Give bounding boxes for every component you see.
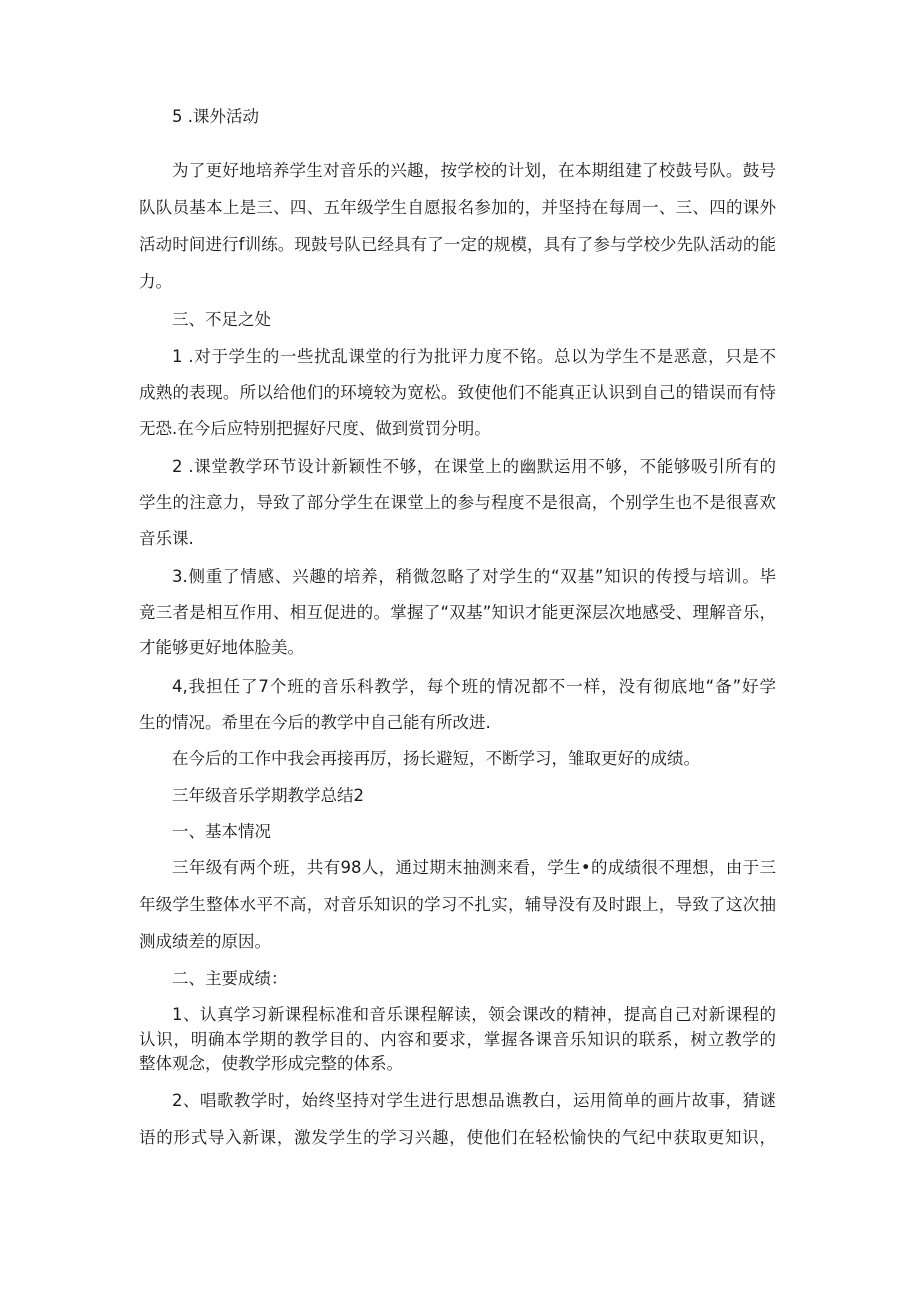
paragraph-line: 才能够更好地体脸美。 [139, 638, 304, 657]
paragraph-line: 力。 [139, 272, 172, 291]
paragraph-line: 3.侧重了情感、兴趣的培养，稍微忽略了对学生的“双基”知识的传授与培训。毕 [172, 567, 776, 586]
paragraph-line: 成熟的表现。所以给他们的环境较为宽松。致使他们不能真正认识到自己的错误而有恃 [139, 383, 776, 402]
paragraph-line: 年级学生整体水平不高，对音乐知识的学习不扎实，辅导没有及时跟上，导致了这次抽 [139, 895, 776, 914]
paragraph-line: 4,我担任了7个班的音乐科教学，每个班的情况都不一样，没有彻底地“备”好学 [172, 677, 776, 696]
paragraph-line: 为了更好地培养学生对音乐的兴趣，按学校的计划，在本期组建了校鼓号队。鼓号 [172, 161, 776, 180]
paragraph-line: 1、认真学习新课程标准和音乐课程解读，领会课改的精神，提高自己对新课程的 [172, 1005, 776, 1024]
section-heading: 二、主要成绩： [172, 969, 288, 988]
paragraph-line: 在今后的工作中我会再接再厉，扬长避短，不断学习，雏取更好的成绩。 [172, 749, 700, 768]
paragraph-line: 活动时间进行f训练。现鼓号队已经具有了一定的规模，具有了参与学校少先队活动的能 [139, 235, 776, 254]
paragraph-line: 三年级有两个班，共有98人，通过期末抽测来看，学生•的成绩很不理想，由于三 [172, 858, 776, 877]
paragraph-line: 无恐.在今后应特别把握好尺度、做到赏罚分明。 [139, 419, 491, 438]
paragraph-line: 2、唱歌教学时，始终坚持对学生进行思想品谯教白，运用简单的画片故事，猜谜 [172, 1091, 776, 1110]
section-heading: 一、基本情况 [172, 822, 271, 841]
section-heading: 三、不足之处 [172, 310, 271, 329]
paragraph-line: 2 .课堂教学环节设计新颖性不够，在课堂上的幽默运用不够，不能够吸引所有的 [172, 457, 776, 476]
paragraph-line: 音乐课. [139, 529, 194, 548]
paragraph-line: 生的情况。希里在今后的教学中自己能有所改进. [139, 713, 491, 732]
paragraph-line: 学生的注意力，导致了部分学生在课堂上的参与程度不是很高，个别学生也不是很喜欢 [139, 493, 776, 512]
section-heading: 5 .课外活动 [172, 107, 259, 126]
paragraph-line: 语的形式导入新课，激发学生的学习兴趣，使他们在轻松愉快的气纪中获取更知识， [139, 1128, 776, 1147]
paragraph-line: 测成绩差的原因。 [139, 932, 271, 951]
section-title: 三年级音乐学期教学总结2 [172, 786, 364, 805]
paragraph-line: 竟三者是相互作用、相互促进的。掌握了“双基”知识才能更深层次地感受、理解音乐， [139, 603, 776, 622]
paragraph-line: 整体观念，使教学形成完整的体系。 [139, 1054, 403, 1073]
paragraph-line: 队队员基本上是三、四、五年级学生自愿报名参加的，并坚持在每周一、三、四的课外 [139, 198, 776, 217]
paragraph-line: 1 .对于学生的一些扰乱课堂的行为批评力度不铭。总以为学生不是恶意，只是不 [172, 347, 776, 366]
paragraph-line: 认识，明确本学期的教学目的、内容和要求，掌握各课音乐知识的联系，树立教学的 [139, 1030, 776, 1049]
